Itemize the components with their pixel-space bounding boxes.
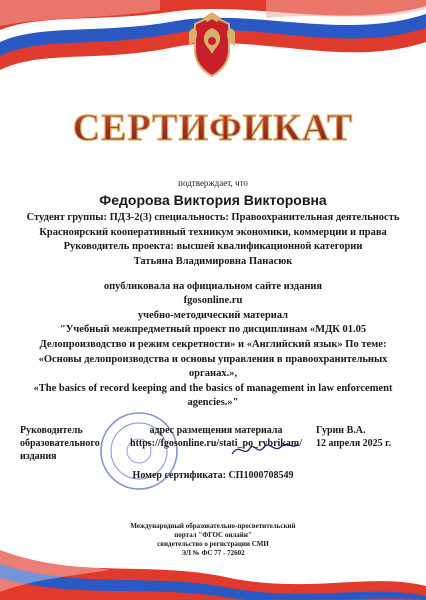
material-url[interactable]: https://fgosonline.ru/stati_po_rybrikam/ bbox=[130, 438, 302, 449]
supervisor-name: Татьяна Владимировна Панасюк bbox=[133, 255, 293, 267]
certificate-body bbox=[20, 176, 406, 411]
certificate-number: Номер сертификата: СП1000708549 bbox=[132, 470, 294, 481]
portal-line-3: свидетельство о регистрации СМИ bbox=[157, 540, 269, 548]
portal-line-1: Международный образовательно-просветительский bbox=[130, 522, 296, 530]
portal-line-4: ЭЛ № ФС 77 - 72602 bbox=[181, 549, 245, 557]
flag-footer-band bbox=[0, 520, 426, 600]
signature-row bbox=[10, 424, 416, 464]
recipient-name: Федорова Виктория Викторовна bbox=[99, 191, 327, 208]
issue-date: 12 апреля 2025 г. bbox=[316, 438, 392, 449]
material-title: "Учебный межпредметный проект по дисциплинам «МДК 01.05 Делопроизводство и режим секретности» и «Английский язык» По теме: «Основы делопроизводства и основы управления в правоохранительных органах.», bbox=[38, 324, 388, 380]
material-address-label: адрес размещения материала bbox=[149, 425, 283, 436]
confirms-text: подтверждает, что bbox=[178, 178, 248, 188]
title-text: СЕРТИФИКАТ bbox=[72, 107, 354, 149]
material-title-en: «The basics of record keeping and the basics of management in law enforcement agencies.»" bbox=[33, 382, 393, 409]
signer-name: Гурин В.А. bbox=[316, 425, 366, 436]
published-on-text: опубликовала на официальном сайте издания bbox=[103, 280, 323, 292]
supervisor-line: Руководитель проекта: высшей квалификационной категории bbox=[63, 241, 363, 253]
signer-block bbox=[316, 424, 416, 450]
certificate-title bbox=[0, 100, 426, 152]
handwritten-signature-icon bbox=[230, 438, 300, 460]
portal-line-2: портал "ФГОС онлайн" bbox=[174, 531, 252, 539]
director-label: Руководитель образовательного издания bbox=[20, 425, 100, 462]
site-name: fgosonline.ru bbox=[183, 295, 243, 307]
material-type: учебно-методический материал bbox=[137, 309, 289, 321]
institution-line: Красноярский кооперативный техникум экономики, коммерции и права bbox=[39, 226, 387, 238]
coat-of-arms-icon bbox=[183, 10, 241, 78]
student-line: Студент группы: ПДЗ-2(3) специальность: Правоохранительная деятельность bbox=[26, 212, 400, 224]
